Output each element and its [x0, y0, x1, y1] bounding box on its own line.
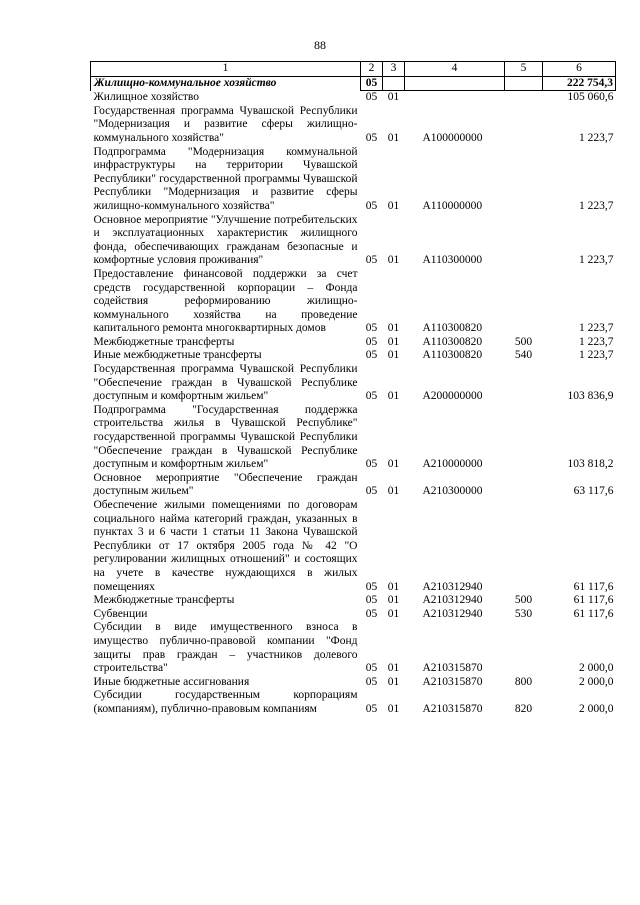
- row-subsection-code: 01: [387, 322, 400, 335]
- table-row: [91, 689, 616, 716]
- row-section-code: 05: [365, 607, 378, 620]
- row-name: Субвенции: [93, 607, 148, 620]
- table-body: [91, 76, 616, 716]
- table-row: [91, 404, 616, 472]
- row-target-article: A110000000: [422, 199, 483, 212]
- row-name: Субсидии в виде имущественного взноса в имущество публично-правовой компании "Фонд защиты прав граждан – участников долевого строительства": [93, 621, 358, 675]
- row-expense-type: [505, 105, 543, 146]
- row-subsection-code: 01: [387, 349, 400, 362]
- table-row: [91, 76, 616, 91]
- row-name: Основное мероприятие "Улучшение потребительских и эксплуатационных характеристик жилищного фонда, обеспечивающих гражданам безопасные и комфортные условия проживания": [93, 213, 358, 267]
- row-section-code: 05: [365, 675, 378, 688]
- row-subsection-code: 01: [387, 594, 400, 607]
- table-row: [91, 91, 616, 105]
- row-section-code: 05: [365, 485, 378, 498]
- row-subsection-code: 01: [387, 199, 400, 212]
- row-name: Межбюджетные трансферты: [93, 594, 235, 607]
- header-col-3: 3: [383, 62, 405, 77]
- table-row: [91, 214, 616, 268]
- row-expense-type: 820: [514, 702, 533, 715]
- header-col-1: 1: [91, 62, 361, 77]
- table-row: [91, 594, 616, 608]
- row-expense-type: [505, 91, 543, 105]
- row-amount: 61 117,6: [573, 580, 614, 593]
- row-name: Государственная программа Чувашской Республики "Модернизация и развитие сферы жилищно-коммунального хозяйства": [93, 104, 358, 144]
- row-expense-type: [505, 76, 543, 91]
- row-expense-type: 530: [514, 607, 533, 620]
- row-amount: 63 117,6: [573, 485, 614, 498]
- row-target-article: A200000000: [422, 390, 483, 403]
- row-target-article: A210315870: [422, 675, 483, 688]
- row-name: Иные межбюджетные трансферты: [93, 349, 262, 362]
- row-subsection-code: 01: [387, 485, 400, 498]
- row-target-article: A110300820: [422, 322, 483, 335]
- row-name: Предоставление финансовой поддержки за счет средств государственной корпорации – Фонда содействия реформированию жилищно-коммунального хозяйства на проведение капитального ремонта многоквартирных домов: [93, 267, 358, 335]
- row-subsection-code: 01: [387, 662, 400, 675]
- row-target-article: A110300000: [422, 254, 483, 267]
- row-subsection-code: 01: [387, 131, 400, 144]
- row-subsection-code: 01: [387, 607, 400, 620]
- row-name: Субсидии государственным корпорациям (компаниям), публично-правовым компаниям: [93, 689, 358, 715]
- table-row: [91, 146, 616, 214]
- row-amount: 1 223,7: [579, 254, 614, 267]
- table-row: [91, 268, 616, 336]
- row-amount: 2 000,0: [579, 675, 614, 688]
- row-target-article: [405, 76, 505, 91]
- header-col-2: 2: [361, 62, 383, 77]
- row-section-code: 05: [365, 254, 378, 267]
- row-amount: 61 117,6: [573, 594, 614, 607]
- row-name: Обеспечение жилыми помещениями по договорам социального найма категорий граждан, указанных в пунктах 3 и 6 части 1 статьи 11 Закона Чувашской Республики от 17 октября 2005 года № 42 "О регулировании жилищных отношений" и состоящих на учете в качестве нуждающихся в жилых помещениях: [93, 499, 358, 593]
- row-expense-type: 500: [514, 594, 533, 607]
- row-amount: 1 223,7: [579, 131, 614, 144]
- row-section-code: 05: [365, 335, 378, 348]
- row-expense-type: [505, 499, 543, 594]
- header-col-6: 6: [543, 62, 616, 77]
- row-name: Подпрограмма "Модернизация коммунальной инфраструктуры на территории Чувашской Республики" государственной программы Чувашской Республики "Модернизация и развитие сферы жилищно-коммунального хозяйства": [93, 145, 358, 212]
- table-row: [91, 499, 616, 594]
- row-amount: 2 000,0: [579, 662, 614, 675]
- row-section-code: 05: [365, 131, 378, 144]
- row-amount: 2 000,0: [579, 702, 614, 715]
- row-expense-type: 540: [514, 349, 533, 362]
- row-target-article: A210000000: [422, 458, 483, 471]
- table-row: [91, 363, 616, 404]
- table-row: [91, 676, 616, 690]
- row-section-code: 05: [365, 322, 378, 335]
- row-name: Основное мероприятие "Обеспечение граждан доступным жильем": [93, 471, 358, 498]
- row-name: Межбюджетные трансферты: [93, 335, 235, 348]
- row-expense-type: [505, 214, 543, 268]
- row-amount: 103 818,2: [567, 458, 614, 471]
- row-name: Иные бюджетные ассигнования: [93, 675, 250, 688]
- table-row: [91, 349, 616, 363]
- row-target-article: A210300000: [422, 485, 483, 498]
- table-header: [91, 62, 616, 77]
- row-subsection-code: 01: [387, 458, 400, 471]
- row-expense-type: [505, 363, 543, 404]
- row-subsection-code: 01: [387, 702, 400, 715]
- row-amount: 1 223,7: [579, 322, 614, 335]
- header-row: [91, 62, 616, 77]
- row-name: Жилищное хозяйство: [93, 91, 200, 104]
- row-amount: 1 223,7: [579, 199, 614, 212]
- row-section-code: 05: [365, 594, 378, 607]
- row-amount: 103 836,9: [567, 390, 614, 403]
- row-amount: 61 117,6: [573, 607, 614, 620]
- row-subsection-code: [383, 76, 405, 91]
- row-name: Жилищно-коммунальное хозяйство: [91, 76, 361, 91]
- row-name: Государственная программа Чувашской Республики "Обеспечение граждан в Чувашской Республике доступным и комфортным жильем": [93, 363, 358, 403]
- row-name: Подпрограмма "Государственная поддержка строительства жилья в Чувашской Республике" государственной программы Чувашской Республики "Обеспечение граждан в Чувашской Республике доступным и комфортным жильем": [93, 403, 358, 471]
- row-subsection-code: 01: [387, 390, 400, 403]
- row-section-code: 05: [365, 702, 378, 715]
- row-expense-type: 500: [514, 335, 533, 348]
- row-section-code: 05: [365, 91, 378, 104]
- row-expense-type: [505, 268, 543, 336]
- row-subsection-code: 01: [387, 335, 400, 348]
- row-section-code: 05: [365, 580, 378, 593]
- row-expense-type: [505, 404, 543, 472]
- table-row: [91, 105, 616, 146]
- row-target-article: A210315870: [422, 702, 483, 715]
- row-expense-type: [505, 472, 543, 499]
- row-subsection-code: 01: [387, 675, 400, 688]
- row-amount: 222 754,3: [543, 76, 616, 91]
- row-subsection-code: 01: [387, 91, 400, 104]
- row-section-code: 05: [365, 390, 378, 403]
- row-target-article: A210312940: [422, 607, 483, 620]
- row-section-code: 05: [365, 349, 378, 362]
- row-target-article: A100000000: [422, 131, 483, 144]
- budget-table: [90, 61, 616, 717]
- row-section-code: 05: [365, 199, 378, 212]
- row-expense-type: [505, 146, 543, 214]
- row-amount: 1 223,7: [579, 335, 614, 348]
- row-amount: 1 223,7: [579, 349, 614, 362]
- table-row: [91, 621, 616, 675]
- table-row: [91, 608, 616, 622]
- page-number: 88: [314, 38, 326, 52]
- row-expense-type: 800: [514, 675, 533, 688]
- row-target-article: [405, 91, 505, 105]
- row-target-article: A110300820: [422, 335, 483, 348]
- row-target-article: A210315870: [422, 662, 483, 675]
- table-row: [91, 472, 616, 499]
- row-target-article: A210312940: [422, 594, 483, 607]
- row-section-code: 05: [361, 76, 383, 91]
- row-target-article: A210312940: [422, 580, 483, 593]
- row-target-article: A110300820: [422, 349, 483, 362]
- row-expense-type: [505, 621, 543, 675]
- row-subsection-code: 01: [387, 254, 400, 267]
- table-row: [91, 336, 616, 350]
- row-section-code: 05: [365, 662, 378, 675]
- header-col-5: 5: [505, 62, 543, 77]
- row-section-code: 05: [365, 458, 378, 471]
- row-subsection-code: 01: [387, 580, 400, 593]
- row-amount: 105 060,6: [567, 91, 614, 104]
- header-col-4: 4: [405, 62, 505, 77]
